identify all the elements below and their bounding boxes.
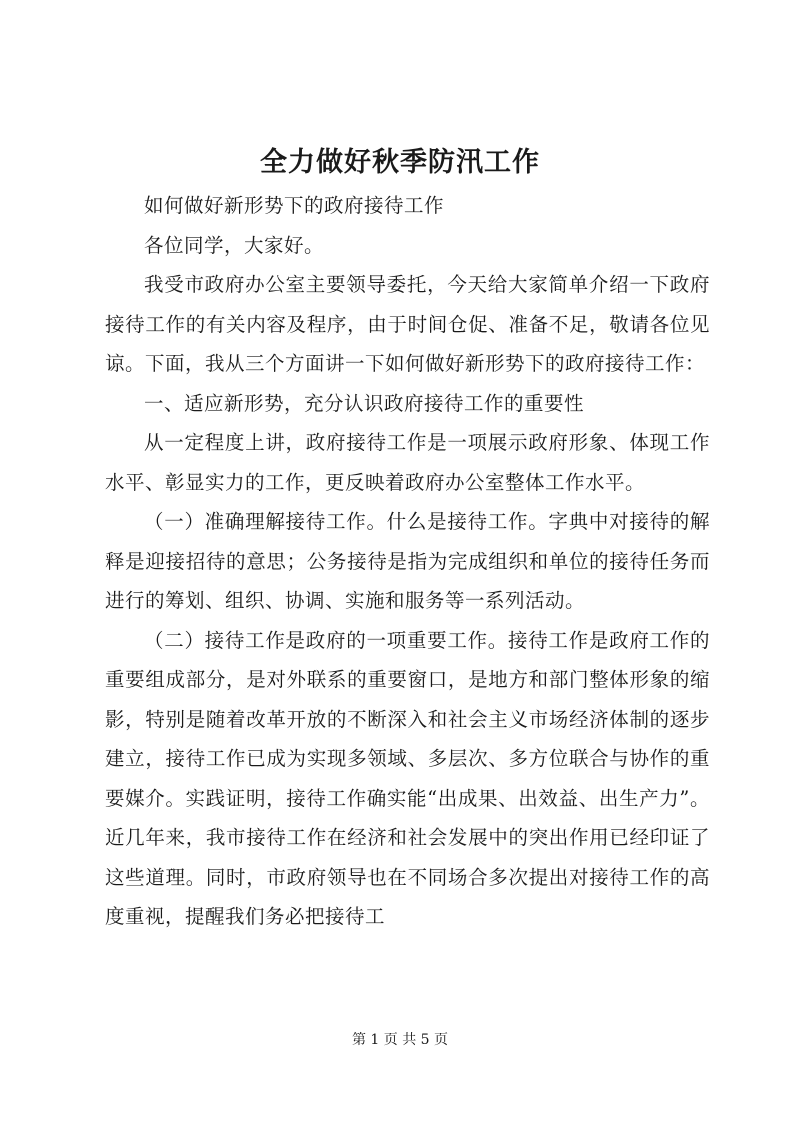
paragraph-greeting: 各位同学，大家好。 <box>144 233 325 257</box>
paragraph-overview: 从一定程度上讲，政府接待工作是一项展示政府形象、体现工作水平、彰显实力的工作，更反映着政府办公室整体工作水平。 <box>105 431 710 494</box>
document-title: 全力做好秋季防汛工作 <box>260 147 540 178</box>
page-number: 第 1 页 共 5 页 <box>351 1032 449 1048</box>
paragraph-point-2: （二）接待工作是政府的一项重要工作。接待工作是政府工作的重要组成部分，是对外联系的重要窗口，是地方和部门整体形象的缩影，特别是随着改革开放的不断深入和社会主义市场经济体制的逐步建立，接待工作已成为实现多领域、多层次、多方位联合与协作的重要媒介。实践证明，接待工作确实能“出成果、出效益、出生产力”。近几年来，我市接待工作在经济和社会发展中的突出作用已经印证了这些道理。同时，市政府领导也在不同场合多次提出对接待工作的高度重视，提醒我们务必把接待工 <box>105 628 710 928</box>
section-heading-1: 一、适应新形势，充分认识政府接待工作的重要性 <box>144 391 585 415</box>
paragraph-point-1: （一）准确理解接待工作。什么是接待工作。字典中对接待的解释是迎接招待的意思；公务接待是指为完成组织和单位的接待任务而进行的筹划、组织、协调、实施和服务等一系列活动。 <box>105 510 710 612</box>
paragraph-introduction: 我受市政府办公室主要领导委托，今天给大家简单介绍一下政府接待工作的有关内容及程序，由于时间仓促、准备不足，敬请各位见谅。下面，我从三个方面讲一下如何做好新形势下的政府接待工作： <box>105 273 710 375</box>
document-body <box>105 186 710 937</box>
paragraph-subtitle: 如何做好新形势下的政府接待工作 <box>144 194 445 217</box>
